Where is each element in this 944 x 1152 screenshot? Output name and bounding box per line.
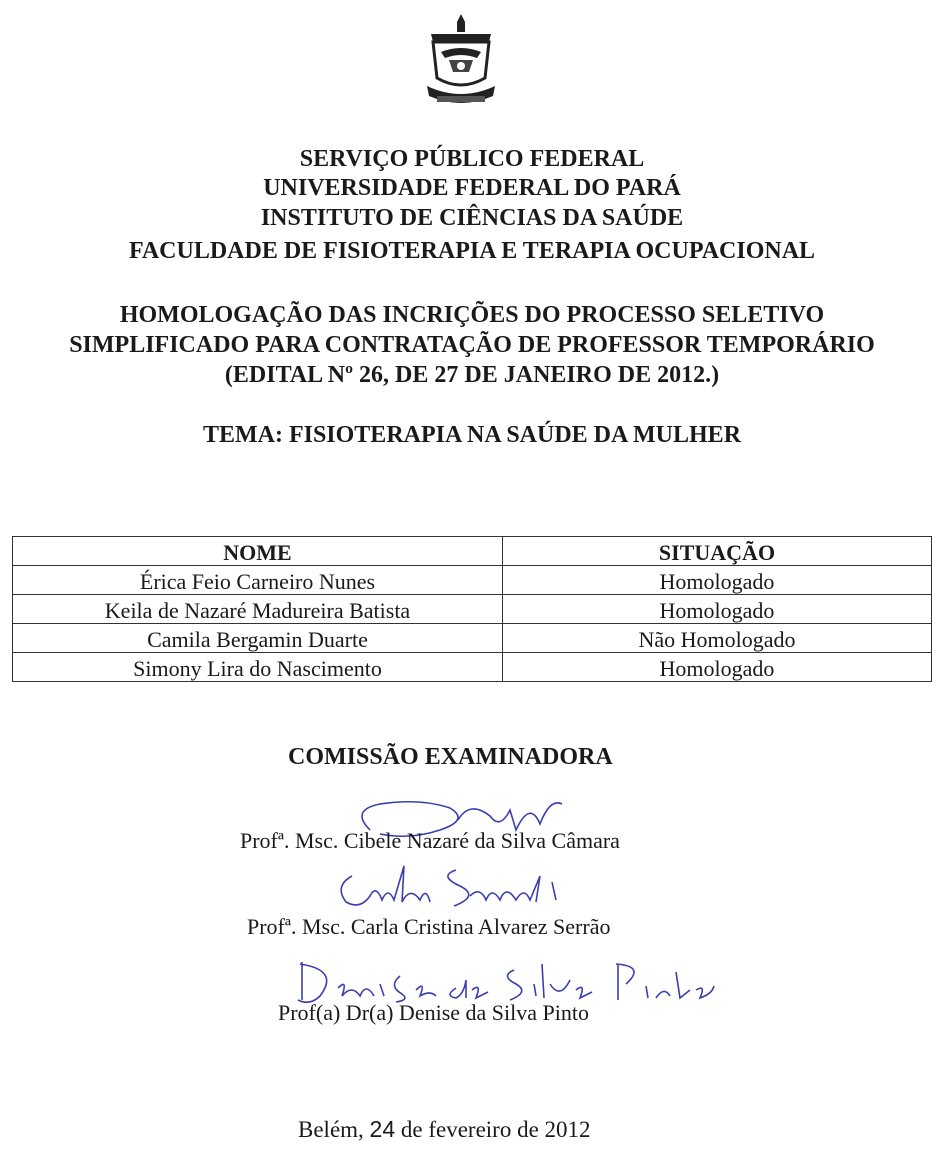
cell-name: Érica Feio Carneiro Nunes bbox=[13, 566, 503, 595]
footer-month-year: de fevereiro de 2012 bbox=[400, 1117, 591, 1142]
cell-name: Camila Bergamin Duarte bbox=[13, 624, 503, 653]
title-line-2: SIMPLIFICADO PARA CONTRATAÇÃO DE PROFESSOR TEMPORÁRIO bbox=[69, 332, 875, 358]
footer-day: 24 bbox=[369, 1116, 396, 1142]
title-line-1: HOMOLOGAÇÃO DAS INCRIÇÕES DO PROCESSO SELETIVO bbox=[119, 302, 825, 328]
results-table bbox=[12, 536, 932, 682]
column-header-status: SITUAÇÃO bbox=[503, 537, 932, 566]
header-faculty: FACULDADE DE FISIOTERAPIA E TERAPIA OCUPACIONAL bbox=[128, 238, 816, 264]
cell-name: Keila de Nazaré Madureira Batista bbox=[13, 595, 503, 624]
footer-place: Belém, bbox=[298, 1117, 364, 1142]
header-university: UNIVERSIDADE FEDERAL DO PARÁ bbox=[263, 175, 681, 201]
table-row bbox=[13, 653, 932, 682]
committee-title: COMISSÃO EXAMINADORA bbox=[288, 744, 613, 770]
column-header-name: NOME bbox=[13, 537, 503, 566]
member-2-name: Profª. Msc. Carla Cristina Alvarez Serrão bbox=[247, 914, 611, 939]
title-line-3: (EDITAL Nº 26, DE 27 DE JANEIRO DE 2012.) bbox=[224, 362, 720, 388]
results-table-container bbox=[12, 536, 931, 682]
signature-carla bbox=[330, 856, 610, 916]
table-row bbox=[13, 624, 932, 653]
footer-date bbox=[298, 1116, 591, 1143]
member-1-name: Profª. Msc. Cibele Nazaré da Silva Câmara bbox=[240, 828, 620, 853]
cell-status: Homologado bbox=[503, 653, 932, 682]
header-service: SERVIÇO PÚBLICO FEDERAL bbox=[299, 146, 645, 172]
table-row bbox=[13, 595, 932, 624]
header-institute: INSTITUTO DE CIÊNCIAS DA SAÚDE bbox=[260, 205, 684, 231]
cell-status: Não Homologado bbox=[503, 624, 932, 653]
theme-heading: TEMA: FISIOTERAPIA NA SAÚDE DA MULHER bbox=[202, 422, 742, 448]
cell-status: Homologado bbox=[503, 566, 932, 595]
cell-status: Homologado bbox=[503, 595, 932, 624]
table-header-row bbox=[13, 537, 932, 566]
table-row bbox=[13, 566, 932, 595]
university-crest-logo bbox=[423, 12, 499, 108]
cell-name: Simony Lira do Nascimento bbox=[13, 653, 503, 682]
member-3-name: Prof(a) Dr(a) Denise da Silva Pinto bbox=[278, 1000, 589, 1025]
